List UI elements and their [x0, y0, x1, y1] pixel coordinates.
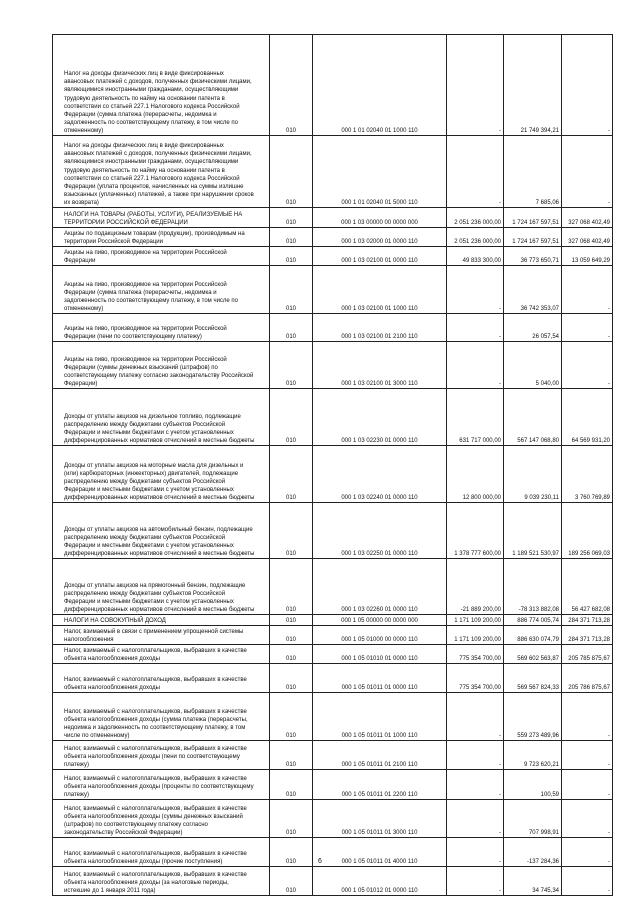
- row-name: Доходы от уплаты акцизов на моторные масла для дизельных и (или) карбюраторных (инжекторных) двигателей, подлежащие распределению между бюджетами субъектов Российской Федерации и местными бюджетами с учетом установленных дифференцированных нормативов отчислений в местные бюджеты: [53, 446, 270, 503]
- row-executed: 36 773 650,71: [504, 247, 562, 266]
- row-unexecuted: 284 371 713,28: [562, 615, 613, 626]
- row-approved: 1 378 777 600,00: [447, 503, 504, 559]
- row-approved: -: [447, 838, 504, 867]
- row-approved: -: [447, 741, 504, 770]
- row-unexecuted: -: [562, 800, 613, 838]
- row-approved: -: [447, 800, 504, 838]
- row-approved: 631 717 000,00: [447, 389, 504, 446]
- row-approved: -: [447, 266, 504, 314]
- row-name: Доходы от уплаты акцизов на автомобильный бензин, подлежащие распределению между бюджетами субъектов Российской Федерации и местными бюджетами с учетом установленных дифференцированных нормативов отчислений в местные бюджеты: [53, 503, 270, 559]
- row-executed: 7 685,06: [504, 136, 562, 208]
- table-row: [53, 559, 613, 615]
- row-budget-code: 000 1 03 00000 00 0000 000: [313, 208, 447, 228]
- row-unexecuted: 205 785 875,67: [562, 645, 613, 664]
- row-executed: 5 040,00: [504, 342, 562, 389]
- row-executed: 886 630 074,79: [504, 626, 562, 645]
- row-executed: 34 745,34: [504, 867, 562, 896]
- row-approved: -21 889 200,00: [447, 559, 504, 615]
- row-budget-code: 000 1 05 01012 01 0000 110: [313, 867, 447, 896]
- table-row: [53, 266, 613, 314]
- row-budget-code: 000 1 03 02100 01 1000 110: [313, 266, 447, 314]
- row-executed: 1 189 521 530,97: [504, 503, 562, 559]
- row-budget-code: 000 1 05 01011 01 2100 110: [313, 741, 447, 770]
- row-executed: 1 724 167 597,51: [504, 228, 562, 247]
- row-name: Налог, взимаемый с налогоплательщиков, выбравших в качестве объекта налогообложения доходы (суммы денежных взысканий (штрафов) по соответствующему платежу согласно законодательству Российской Федерации): [53, 800, 270, 838]
- row-budget-code: 000 1 05 00000 00 0000 000: [313, 615, 447, 626]
- row-name: Доходы от уплаты акцизов на прямогонный бензин, подлежащие распределению между бюджетами субъектов Российской Федерации и местными бюджетами с учетом установленных дифференцированных нормативов отчислений в местные бюджеты: [53, 559, 270, 615]
- row-line-code: 010: [270, 314, 313, 342]
- row-budget-code: 000 1 01 02040 01 5000 110: [313, 136, 447, 208]
- row-executed: 569 602 563,87: [504, 645, 562, 664]
- row-line-code: 010: [270, 342, 313, 389]
- row-unexecuted: -: [562, 867, 613, 896]
- row-budget-code: 000 1 03 02000 01 0000 110: [313, 228, 447, 247]
- table-row: [53, 800, 613, 838]
- row-budget-code: 000 1 05 01011 01 2200 110: [313, 770, 447, 800]
- row-budget-code: 000 1 03 02240 01 0000 110: [313, 446, 447, 503]
- row-unexecuted: 189 256 069,03: [562, 503, 613, 559]
- income-report-table: [52, 34, 613, 896]
- row-line-code: 010: [270, 446, 313, 503]
- row-unexecuted: 64 569 931,20: [562, 389, 613, 446]
- row-approved: -: [447, 342, 504, 389]
- row-approved: -: [447, 314, 504, 342]
- row-name: Налог, взимаемый в связи с применением упрощенной системы налогообложения: [53, 626, 270, 645]
- row-unexecuted: -: [562, 266, 613, 314]
- row-approved: 1 171 109 200,00: [447, 615, 504, 626]
- table-row: [53, 446, 613, 503]
- table-row: [53, 247, 613, 266]
- row-budget-code: 000 1 05 01011 01 1000 110: [313, 693, 447, 741]
- row-unexecuted: 284 371 713,28: [562, 626, 613, 645]
- row-approved: -: [447, 693, 504, 741]
- row-unexecuted: 56 427 682,08: [562, 559, 613, 615]
- table-row: [53, 314, 613, 342]
- row-executed: 569 567 824,33: [504, 664, 562, 693]
- row-approved: 12 800 000,00: [447, 446, 504, 503]
- row-line-code: 010: [270, 867, 313, 896]
- table-row: [53, 664, 613, 693]
- row-budget-code: 000 1 03 02230 01 0000 110: [313, 389, 447, 446]
- table-row: [53, 208, 613, 228]
- table-row: [53, 741, 613, 770]
- row-approved: 2 051 236 000,00: [447, 208, 504, 228]
- row-executed: 567 147 068,80: [504, 389, 562, 446]
- table-row: [53, 228, 613, 247]
- row-approved: 775 354 700,00: [447, 664, 504, 693]
- row-executed: 1 724 167 597,51: [504, 208, 562, 228]
- row-approved: -: [447, 35, 504, 136]
- row-name: Налог, взимаемый с налогоплательщиков, выбравших в качестве объекта налогообложения доходы: [53, 664, 270, 693]
- row-unexecuted: 205 786 875,67: [562, 664, 613, 693]
- row-line-code: 010: [270, 247, 313, 266]
- row-unexecuted: 327 068 402,49: [562, 228, 613, 247]
- row-executed: -78 313 882,08: [504, 559, 562, 615]
- row-unexecuted: 327 068 402,49: [562, 208, 613, 228]
- row-name: Акцизы на пиво, производимое на территории Российской Федерации: [53, 247, 270, 266]
- row-unexecuted: -: [562, 342, 613, 389]
- table-body: [53, 35, 613, 896]
- table-row: [53, 342, 613, 389]
- row-executed: 9 039 230,11: [504, 446, 562, 503]
- row-unexecuted: -: [562, 314, 613, 342]
- row-line-code: 010: [270, 626, 313, 645]
- row-name: Акцизы на пиво, производимое на территории Российской Федерации (сумма платежа (перерасчеты, недоимка и задолженность по соответствующему платежу, в том числе по отмененному): [53, 266, 270, 314]
- row-approved: 1 171 109 200,00: [447, 626, 504, 645]
- row-name: Акцизы по подакцизным товарам (продукции), производимым на территории Российской Федерации: [53, 228, 270, 247]
- row-name: Акцизы на пиво, производимое на территории Российской Федерации (пени по соответствующему платежу): [53, 314, 270, 342]
- row-name: Доходы от уплаты акцизов на дизельное топливо, подлежащие распределению между бюджетами субъектов Российской Федерации и местными бюджетами с учетом установленных дифференцированных нормативов отчислений в местные бюджеты: [53, 389, 270, 446]
- row-name: Налог, взимаемый с налогоплательщиков, выбравших в качестве объекта налогообложения доходы (сумма платежа (перерасчеты, недоимка и задолженность по соответствующему платежу, в том числе по отмененному): [53, 693, 270, 741]
- row-budget-code: 000 1 01 02040 01 1000 110: [313, 35, 447, 136]
- row-line-code: 010: [270, 615, 313, 626]
- row-line-code: 010: [270, 136, 313, 208]
- row-executed: 26 057,54: [504, 314, 562, 342]
- row-line-code: 010: [270, 266, 313, 314]
- row-unexecuted: 3 760 769,89: [562, 446, 613, 503]
- row-unexecuted: -: [562, 136, 613, 208]
- table-row: [53, 770, 613, 800]
- table-row: [53, 389, 613, 446]
- row-approved: -: [447, 136, 504, 208]
- row-executed: 886 774 005,74: [504, 615, 562, 626]
- row-budget-code: 000 1 03 02100 01 0000 110: [313, 247, 447, 266]
- row-unexecuted: -: [562, 693, 613, 741]
- table-row: [53, 626, 613, 645]
- row-line-code: 010: [270, 35, 313, 136]
- row-budget-code: 000 1 05 01000 00 0000 110: [313, 626, 447, 645]
- page-number: 6: [318, 858, 322, 865]
- row-line-code: 010: [270, 741, 313, 770]
- row-name: Налог, взимаемый с налогоплательщиков, выбравших в качестве объекта налогообложения доходы (прочие поступления): [53, 838, 270, 867]
- row-line-code: 010: [270, 228, 313, 247]
- row-unexecuted: -: [562, 838, 613, 867]
- row-approved: 49 833 300,00: [447, 247, 504, 266]
- table-row: [53, 867, 613, 896]
- row-approved: -: [447, 867, 504, 896]
- row-unexecuted: -: [562, 35, 613, 136]
- row-budget-code: 000 1 03 02100 01 2100 110: [313, 314, 447, 342]
- row-executed: 559 273 489,96: [504, 693, 562, 741]
- row-name: НАЛОГИ НА СОВОКУПНЫЙ ДОХОД: [53, 615, 270, 626]
- table-row: [53, 615, 613, 626]
- row-approved: -: [447, 770, 504, 800]
- row-executed: 100,59: [504, 770, 562, 800]
- row-line-code: 010: [270, 770, 313, 800]
- table-row: [53, 645, 613, 664]
- row-budget-code: 000 1 05 01011 01 3000 110: [313, 800, 447, 838]
- row-budget-code: 000 1 03 02260 01 0000 110: [313, 559, 447, 615]
- table-row: [53, 35, 613, 136]
- row-executed: -137 284,36: [504, 838, 562, 867]
- table-row: [53, 503, 613, 559]
- row-line-code: 010: [270, 389, 313, 446]
- row-executed: 21 749 394,21: [504, 35, 562, 136]
- report-page: [52, 34, 612, 896]
- row-line-code: 010: [270, 800, 313, 838]
- row-budget-code: 000 1 05 01011 01 4000 110: [313, 838, 447, 867]
- row-budget-code: 000 1 03 02100 01 3000 110: [313, 342, 447, 389]
- row-line-code: 010: [270, 208, 313, 228]
- table-row: [53, 136, 613, 208]
- row-name: Налог, взимаемый с налогоплательщиков, выбравших в качестве объекта налогообложения доходы (за налоговые периоды, истекшие до 1 января 2011 года): [53, 867, 270, 896]
- row-executed: 9 723 620,21: [504, 741, 562, 770]
- row-name: НАЛОГИ НА ТОВАРЫ (РАБОТЫ, УСЛУГИ), РЕАЛИЗУЕМЫЕ НА ТЕРРИТОРИИ РОССИЙСКОЙ ФЕДЕРАЦИИ: [53, 208, 270, 228]
- row-unexecuted: -: [562, 770, 613, 800]
- row-approved: 2 051 236 000,00: [447, 228, 504, 247]
- row-name: Налог на доходы физических лиц в виде фиксированных авансовых платежей с доходов, полученных физическими лицами, являющимися иностранными гражданами, осуществляющими трудовую деятельность по найму на основании патента в соответствии со статьей 227.1 Налогового кодекса Российской Федерации (сумма платежа (перерасчеты, недоимка и задолженность по соответствующему платежу, в том числе по отмененному): [53, 35, 270, 136]
- row-line-code: 010: [270, 693, 313, 741]
- row-executed: 707 998,91: [504, 800, 562, 838]
- row-executed: 36 742 353,07: [504, 266, 562, 314]
- row-line-code: 010: [270, 838, 313, 867]
- row-line-code: 010: [270, 503, 313, 559]
- row-line-code: 010: [270, 559, 313, 615]
- row-name: Налог, взимаемый с налогоплательщиков, выбравших в качестве объекта налогообложения доходы (проценты по соответствующему платежу): [53, 770, 270, 800]
- table-row: [53, 693, 613, 741]
- row-approved: 775 354 700,00: [447, 645, 504, 664]
- row-budget-code: 000 1 05 01011 01 0000 110: [313, 664, 447, 693]
- row-name: Налог, взимаемый с налогоплательщиков, выбравших в качестве объекта налогообложения доходы: [53, 645, 270, 664]
- row-budget-code: 000 1 03 02250 01 0000 110: [313, 503, 447, 559]
- row-line-code: 010: [270, 664, 313, 693]
- row-line-code: 010: [270, 645, 313, 664]
- row-budget-code: 000 1 05 01010 01 0000 110: [313, 645, 447, 664]
- row-unexecuted: 13 059 649,29: [562, 247, 613, 266]
- row-name: Акцизы на пиво, производимое на территории Российской Федерации (суммы денежных взысканий (штрафов) по соответствующему платежу согласно законодательству Российской Федерации): [53, 342, 270, 389]
- row-unexecuted: -: [562, 741, 613, 770]
- row-name: Налог, взимаемый с налогоплательщиков, выбравших в качестве объекта налогообложения доходы (пени по соответствующему платежу): [53, 741, 270, 770]
- row-name: Налог на доходы физических лиц в виде фиксированных авансовых платежей с доходов, полученных физическими лицами, являющимися иностранными гражданами, осуществляющими трудовую деятельность по найму на основании патента в соответствии со статьей 227.1 Налогового кодекса Российской Федерации (уплата процентов, начисленных на суммы излишне взысканных (уплаченных) платежей, а также при нарушении сроков их возврата): [53, 136, 270, 208]
